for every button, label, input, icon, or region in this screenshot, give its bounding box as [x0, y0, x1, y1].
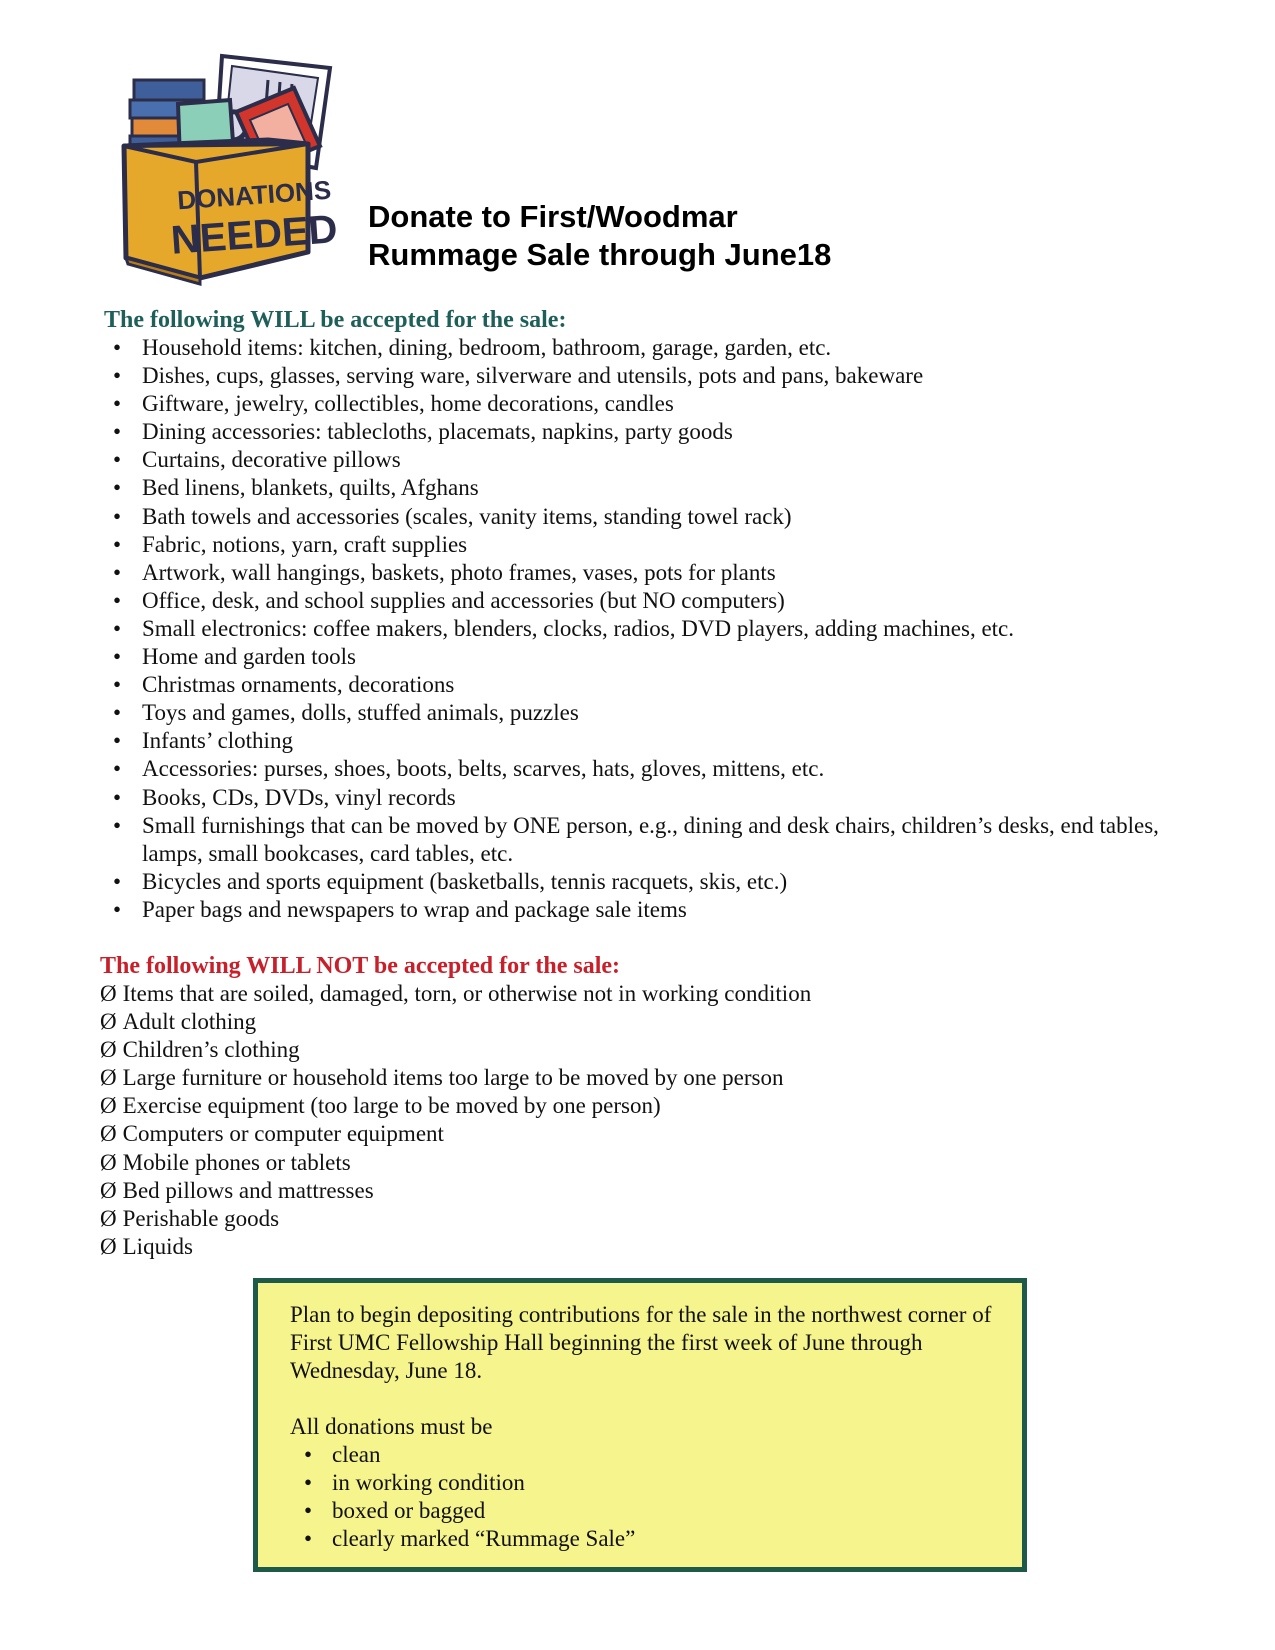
- accepted-item: [104, 559, 1184, 587]
- accepted-item: [104, 812, 1184, 868]
- bullet-icon: •: [113, 868, 122, 894]
- accepted-item-text: Paper bags and newspapers to wrap and package sale items: [142, 896, 687, 922]
- rejected-item-text: Items that are soiled, damaged, torn, or otherwise not in working condition: [122, 981, 812, 1006]
- rejected-item-text: Liquids: [122, 1233, 193, 1259]
- accepted-item-text: Office, desk, and school supplies and accessories (but NO computers): [142, 587, 785, 613]
- bullet-icon: •: [113, 615, 122, 641]
- requirement-item: [290, 1441, 992, 1469]
- accepted-item: [104, 446, 1184, 474]
- accepted-heading: The following WILL be accepted for the sale:: [104, 307, 567, 333]
- accepted-item: [104, 587, 1184, 615]
- accepted-item-text: Bicycles and sports equipment (basketballs, tennis racquets, skis, etc.): [142, 868, 788, 894]
- accepted-item-text: Household items: kitchen, dining, bedroom, bathroom, garage, garden, etc.: [142, 335, 832, 360]
- title-line-2: Rummage Sale through June18: [368, 237, 832, 272]
- not-allowed-icon: Ø: [100, 1009, 117, 1035]
- accepted-item: [104, 531, 1184, 559]
- not-allowed-icon: Ø: [100, 1037, 117, 1063]
- bullet-icon: •: [304, 1526, 313, 1551]
- not-allowed-icon: Ø: [100, 1121, 117, 1147]
- bullet-icon: •: [304, 1442, 313, 1467]
- accepted-item: [104, 699, 1184, 727]
- accepted-item-text: Giftware, jewelry, collectibles, home decorations, candles: [142, 391, 674, 417]
- accepted-item: [104, 868, 1184, 896]
- accepted-item: [104, 784, 1184, 812]
- accepted-item-text: Dining accessories: tablecloths, placemats, napkins, party goods: [142, 419, 733, 445]
- rejected-item-text: Computers or computer equipment: [122, 1121, 444, 1147]
- rejected-item-text: Adult clothing: [122, 1009, 257, 1035]
- accepted-item-text: Dishes, cups, glasses, serving ware, silverware and utensils, pots and pans, bakeware: [142, 363, 924, 389]
- bullet-icon: •: [113, 644, 122, 670]
- accepted-item: [104, 362, 1184, 390]
- accepted-item: [104, 390, 1184, 418]
- accepted-item: [104, 896, 1184, 924]
- rejected-item-text: Mobile phones or tablets: [122, 1149, 351, 1175]
- accepted-item-text: Bed linens, blankets, quilts, Afghans: [142, 475, 479, 501]
- info-box: [253, 1278, 1027, 1572]
- bullet-icon: •: [113, 587, 122, 613]
- bullet-icon: •: [113, 812, 122, 838]
- bullet-icon: •: [113, 391, 122, 417]
- requirement-item-text: clean: [332, 1442, 381, 1467]
- accepted-item-text: Curtains, decorative pillows: [142, 447, 401, 473]
- accepted-item: [104, 615, 1184, 643]
- rejected-item: [100, 1205, 811, 1233]
- bullet-icon: •: [113, 559, 122, 585]
- bullet-icon: •: [113, 503, 122, 529]
- bullet-icon: •: [113, 896, 122, 922]
- rejected-item: [100, 1008, 811, 1036]
- requirements-intro: All donations must be: [290, 1414, 493, 1439]
- bullet-icon: •: [113, 756, 122, 782]
- rejected-list: [100, 980, 811, 1261]
- requirement-item: [290, 1469, 992, 1497]
- logo-line1: DONATIONS: [176, 174, 333, 216]
- accepted-item: [104, 503, 1184, 531]
- rejected-item: [100, 980, 811, 1008]
- requirement-item-text: clearly marked “Rummage Sale”: [332, 1526, 636, 1551]
- rejected-item: [100, 1177, 811, 1205]
- bullet-icon: •: [113, 335, 122, 360]
- accepted-item-text: Books, CDs, DVDs, vinyl records: [142, 784, 456, 810]
- requirement-item: [290, 1525, 992, 1553]
- accepted-item-text: Fabric, notions, yarn, craft supplies: [142, 531, 468, 557]
- requirement-item-text: boxed or bagged: [332, 1498, 486, 1523]
- requirement-item: [290, 1497, 992, 1525]
- bullet-icon: •: [113, 475, 122, 501]
- not-allowed-icon: Ø: [100, 1149, 117, 1175]
- accepted-item-text: Artwork, wall hangings, baskets, photo frames, vases, pots for plants: [142, 559, 776, 585]
- requirements-list: [290, 1441, 992, 1553]
- accepted-item-text: Christmas ornaments, decorations: [142, 672, 455, 698]
- rejected-item-text: Children’s clothing: [122, 1037, 300, 1063]
- not-allowed-icon: Ø: [100, 1065, 117, 1091]
- accepted-item: [104, 643, 1184, 671]
- not-allowed-icon: Ø: [100, 1205, 117, 1231]
- bullet-icon: •: [113, 672, 122, 698]
- accepted-item-text: Bath towels and accessories (scales, vanity items, standing towel rack): [142, 503, 792, 529]
- accepted-item: [104, 418, 1184, 446]
- bullet-icon: •: [113, 447, 122, 473]
- rejected-item: [100, 1092, 811, 1120]
- rejected-item-text: Large furniture or household items too large to be moved by one person: [122, 1065, 784, 1091]
- accepted-list: [104, 334, 1184, 924]
- accepted-item-text: Home and garden tools: [142, 644, 356, 670]
- bullet-icon: •: [113, 784, 122, 810]
- rejected-item-text: Exercise equipment (too large to be moved by one person): [122, 1093, 661, 1119]
- bullet-icon: •: [113, 419, 122, 445]
- accepted-item-text: Small furnishings that can be moved by ONE person, e.g., dining and desk chairs, children’s desks, end tables, lamps, small bookcases, card tables, etc.: [142, 812, 1159, 866]
- not-allowed-icon: Ø: [100, 1177, 117, 1203]
- logo-line2: NEEDED: [169, 207, 339, 263]
- accepted-item: [104, 755, 1184, 783]
- bullet-icon: •: [113, 728, 122, 754]
- accepted-item-text: Infants’ clothing: [142, 728, 293, 754]
- bullet-icon: •: [113, 363, 122, 389]
- page-title: [368, 198, 831, 274]
- title-line-1: Donate to First/Woodmar: [368, 199, 738, 234]
- not-allowed-icon: Ø: [100, 1233, 117, 1259]
- not-allowed-icon: Ø: [100, 1093, 117, 1119]
- rejected-heading: The following WILL NOT be accepted for the sale:: [100, 953, 621, 979]
- rejected-item-text: Perishable goods: [122, 1205, 280, 1231]
- info-paragraph: Plan to begin depositing contributions for the sale in the northwest corner of First UMC Fellowship Hall beginning the first week of June through Wednesday, June 18.: [290, 1302, 992, 1383]
- accepted-item: [104, 671, 1184, 699]
- accepted-item-text: Small electronics: coffee makers, blenders, clocks, radios, DVD players, adding machines, etc.: [142, 615, 1015, 641]
- rejected-item: [100, 1120, 811, 1148]
- bullet-icon: •: [304, 1470, 313, 1495]
- accepted-item-text: Accessories: purses, shoes, boots, belts, scarves, hats, gloves, mittens, etc.: [142, 756, 825, 782]
- rejected-item: [100, 1064, 811, 1092]
- accepted-item: [104, 334, 1184, 362]
- not-allowed-icon: Ø: [100, 981, 117, 1006]
- rejected-item-text: Bed pillows and mattresses: [122, 1177, 374, 1203]
- accepted-item-text: Toys and games, dolls, stuffed animals, puzzles: [142, 700, 579, 726]
- accepted-item: [104, 727, 1184, 755]
- bullet-icon: •: [113, 700, 122, 726]
- rejected-item: [100, 1036, 811, 1064]
- accepted-item: [104, 474, 1184, 502]
- rejected-item: [100, 1233, 811, 1261]
- bullet-icon: •: [113, 531, 122, 557]
- bullet-icon: •: [304, 1498, 313, 1523]
- rejected-item: [100, 1149, 811, 1177]
- donations-needed-logo: [118, 52, 343, 292]
- requirement-item-text: in working condition: [332, 1470, 525, 1495]
